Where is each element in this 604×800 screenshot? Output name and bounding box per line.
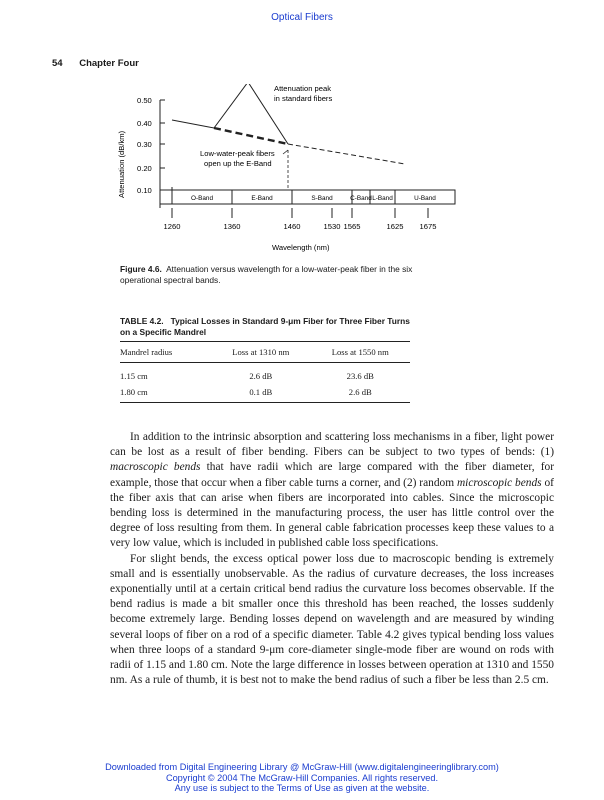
cell: 0.1 dB xyxy=(211,384,310,403)
running-head xyxy=(52,58,139,69)
attenuation-chart xyxy=(110,84,470,256)
attenuation-tail-curve xyxy=(288,144,405,164)
low-water-peak-curve xyxy=(214,128,288,144)
figure-caption-text: Attenuation versus wavelength for a low-water-peak fiber in the six operational spectral bands. xyxy=(120,264,413,285)
bend-loss-table xyxy=(120,341,410,403)
x-tick-label: 1360 xyxy=(223,222,241,231)
col-loss-1550: Loss at 1550 nm xyxy=(311,342,410,363)
figure-label: Figure 4.6. xyxy=(120,264,162,274)
annotation-leader xyxy=(283,150,288,154)
p1-emphasis-macroscopic: macroscopic bends xyxy=(110,461,201,474)
cell: 2.6 dB xyxy=(249,371,273,381)
lwp-annotation-line1: Low-water-peak fibers xyxy=(200,149,275,158)
footer xyxy=(0,762,604,794)
band-label: C-Band xyxy=(350,195,372,202)
p1-emphasis-microscopic: microscopic bends xyxy=(456,476,542,489)
y-axis-label: Attenuation (dB/km) xyxy=(117,130,126,198)
col-loss-1310: Loss at 1310 nm xyxy=(211,342,310,363)
p1-part-a: In addition to the intrinsic absorption and scattering loss mechanisms in a fiber, light power can be lost as a result of fiber bending. Fibers can be subject to two types of bends: (1) xyxy=(110,431,554,459)
y-tick-label: 0.30 xyxy=(137,140,152,149)
band-label: E-Band xyxy=(251,195,273,202)
col-mandrel-radius: Mandrel radius xyxy=(120,342,211,363)
header-link[interactable]: Optical Fibers xyxy=(271,12,333,23)
peak-annotation-line2: in standard fibers xyxy=(274,94,333,103)
lwp-annotation-line2: open up the E-Band xyxy=(204,159,272,168)
cell: 2.6 dB xyxy=(311,384,410,403)
table-header-row xyxy=(120,342,410,363)
band-label: S-Band xyxy=(311,195,333,202)
p1-part-b: that have radii which are large compared with the fiber diameter, for example, those that occur when a fiber cable turns a corner, and (2) random xyxy=(110,461,554,489)
cell: 1.15 cm xyxy=(120,371,148,381)
paragraph-2: For slight bends, the excess optical power loss due to macroscopic bending is extremely small and is essentially unobservable. As the radius of curvature decreases, the loss increases exponentially until at a certain critical bend radius the curvature loss becomes observable. If the bend radius is made a bit smaller once this threshold has been reached, the losses suddenly become extremely large. Bending losses depend on wavelength and are measured by winding several loops of fiber on a rod of a specific diameter. Table 4.2 gives typical bending loss values when three loops of a standard 9-μm core-diameter single-mode fiber are wound on rods with radii of 1.15 and 1.80 cm. Note the large difference in losses between operation at 1310 and 1550 nm. As a rule of thumb, it is best not to make the bend radius of such a fiber be less than 2.5 cm. xyxy=(110,552,554,687)
cell: 23.6 dB xyxy=(346,371,374,381)
x-tick-label: 1530 xyxy=(323,222,341,231)
footer-link-line[interactable]: Downloaded from Digital Engineering Library @ McGraw-Hill (www.digitalengineeringlibrary.com) xyxy=(105,762,499,772)
x-axis-label: Wavelength (nm) xyxy=(272,243,330,252)
table-caption xyxy=(120,316,420,338)
band-label: U-Band xyxy=(414,195,436,202)
x-tick-label: 1565 xyxy=(343,222,361,231)
footer-terms[interactable]: Any use is subject to the Terms of Use as given at the website. xyxy=(174,783,430,793)
x-tick-label: 1260 xyxy=(163,222,181,231)
table-label: TABLE 4.2. xyxy=(120,316,164,326)
table-row xyxy=(120,384,410,403)
y-tick-label: 0.50 xyxy=(137,96,152,105)
figure-caption xyxy=(120,264,430,286)
chapter-title: Chapter Four xyxy=(79,58,139,69)
y-tick-label: 0.40 xyxy=(137,119,152,128)
paragraph-1 xyxy=(110,430,554,552)
band-label: O-Band xyxy=(190,195,214,202)
peak-annotation-line1: Attenuation peak xyxy=(274,84,331,93)
page-number: 54 xyxy=(52,58,63,69)
x-tick-label: 1675 xyxy=(419,222,437,231)
band-label: L-Band xyxy=(372,195,393,202)
table-title: Typical Losses in Standard 9-μm Fiber for Three Fiber Turns on a Specific Mandrel xyxy=(120,316,410,337)
y-tick-label: 0.20 xyxy=(137,164,152,173)
footer-copyright: Copyright © 2004 The McGraw-Hill Companies. All rights reserved. xyxy=(165,772,439,783)
p1-part-c: of the fiber axis that can arise when fibers are incorporated into cables. Since the microscopic bending loss is determined in the manufacturing process, the user has little control over the degree of loss resulting from them. In general cable fabrication processes keep these values to a very low value, which is included in published cable loss specifications. xyxy=(110,476,554,550)
cell: 1.80 cm xyxy=(120,384,211,403)
table-row xyxy=(120,363,410,385)
y-tick-label: 0.10 xyxy=(137,186,152,195)
x-tick-label: 1460 xyxy=(283,222,301,231)
body-text xyxy=(110,430,554,688)
standard-fiber-curve xyxy=(172,84,288,144)
x-tick-label: 1625 xyxy=(386,222,404,231)
